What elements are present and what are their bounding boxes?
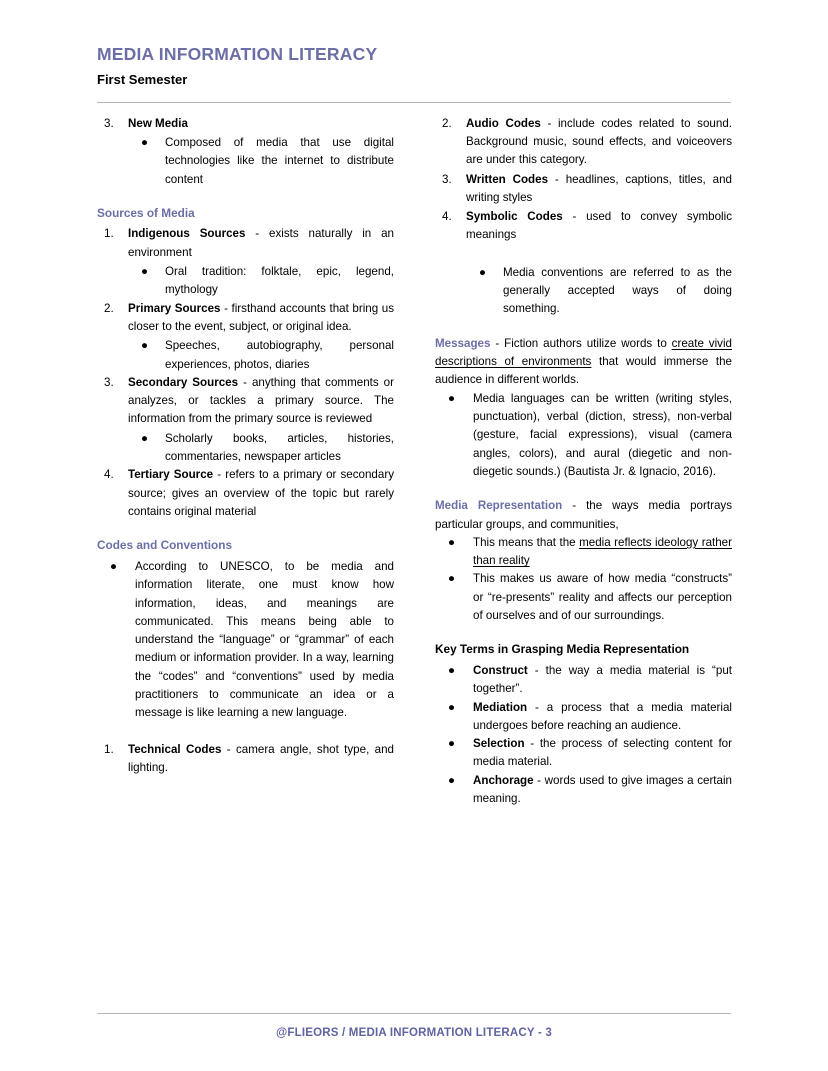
messages-text-after: that would immerse the audience in different worlds. — [435, 355, 732, 387]
bullet-icon: ● — [448, 773, 456, 787]
list-item — [136, 337, 394, 374]
item-text: the way a media material is “put together”. — [473, 663, 732, 696]
item-dash: - — [245, 227, 270, 241]
spacer — [97, 723, 394, 741]
bullet-icon: ● — [141, 431, 149, 445]
bullet-icon: ● — [448, 737, 456, 751]
bullet-text: Oral tradition: folktale, epic, legend, mythology — [165, 264, 394, 297]
item-text: headlines, captions, titles, and writing styles — [466, 172, 733, 204]
item-text: a process that a media material undergoes before reaching an audience. — [473, 700, 732, 732]
new-media-list — [97, 115, 394, 133]
item-dash: - — [238, 375, 252, 389]
item-dash: - — [527, 663, 546, 677]
messages-lead: Messages — [435, 336, 491, 350]
item-text: camera angle, shot type, and lighting. — [128, 742, 394, 774]
bullet-text: Scholarly books, articles, histories, commentaries, newspaper articles — [165, 431, 394, 464]
item-term: Technical Codes — [128, 742, 222, 756]
footer-label: @FLIEORS / MEDIA INFORMATION LITERACY - 3 — [275, 1027, 553, 1039]
section-heading-sources-of-media: Sources of Media — [97, 205, 195, 220]
item-term: Mediation — [473, 700, 528, 714]
item-dash: - — [548, 172, 566, 186]
list-item-indigenous-sources — [97, 225, 394, 262]
item-term: Selection — [473, 737, 525, 751]
bullet-icon: ● — [141, 339, 149, 353]
item-dash: - — [527, 700, 547, 714]
document-header — [0, 0, 828, 88]
item-text: used to convey symbolic meanings — [466, 210, 732, 242]
two-column-body — [0, 103, 828, 809]
conventions-bullets — [435, 264, 732, 319]
primary-sub-bullets — [97, 337, 394, 374]
bullet-icon: ● — [448, 663, 456, 677]
item-number: 3. — [104, 116, 114, 130]
item-number: 1. — [104, 742, 114, 756]
item-dash: - — [220, 301, 232, 315]
item-number: 3. — [104, 375, 114, 389]
item-number: 2. — [104, 301, 114, 315]
left-column — [97, 115, 394, 809]
item-text: words used to give images a certain meaning. — [473, 773, 733, 806]
media-representation-lead: Media Representation — [435, 499, 563, 513]
codes-continued-list — [435, 115, 732, 245]
section-heading-key-terms: Key Terms in Grasping Media Representation — [435, 642, 690, 657]
list-item — [474, 264, 732, 319]
item-text: refers to a primary or secondary source; gives an overview of the topic but rarely contains original material — [128, 468, 394, 519]
messages-text-before: Fiction authors utilize words to — [504, 336, 672, 350]
item-text: exists naturally in an environment — [128, 227, 395, 259]
item-number: 2. — [442, 116, 452, 130]
indigenous-sub-bullets — [97, 263, 394, 300]
list-item-tertiary-source — [97, 466, 394, 521]
list-item — [136, 263, 394, 300]
item-text: anything that comments or analyzes, or tackles a primary source. The information from the primary source is reviewed — [128, 375, 394, 426]
sources-list — [97, 225, 394, 262]
new-media-sub-bullets — [97, 134, 394, 189]
bullet-icon: ● — [141, 135, 149, 149]
media-representation-dash: - — [562, 499, 587, 513]
item-term: New Media — [128, 116, 188, 130]
bullet-icon: ● — [141, 264, 149, 278]
item-term: Symbolic Codes — [466, 210, 563, 224]
item-term: Construct — [473, 663, 528, 677]
item-text: firsthand accounts that bring us closer to the event, subject, or original idea. — [128, 301, 394, 333]
list-item-symbolic-codes — [435, 208, 732, 245]
list-item-written-codes — [435, 171, 732, 208]
tertiary-source-list — [97, 466, 394, 521]
item-dash: - — [562, 210, 587, 224]
list-item-anchorage — [443, 772, 732, 809]
item-term: Anchorage — [473, 773, 534, 787]
media-representation-paragraph — [435, 497, 732, 534]
bullet-text: This makes us aware of how media “constructs” or “re-presents” reality and affects our perception of ourselves and of our surroundings. — [473, 572, 732, 623]
bullet-icon: ● — [448, 572, 456, 586]
list-item-mediation — [443, 699, 732, 736]
key-terms-list — [435, 662, 732, 809]
item-number: 3. — [442, 172, 452, 186]
bullet-icon: ● — [110, 559, 118, 573]
list-item-secondary-sources — [97, 374, 394, 429]
list-item — [136, 134, 394, 189]
list-item-audio-codes — [435, 115, 732, 170]
right-column — [435, 115, 732, 809]
section-heading-codes-and-conventions: Codes and Conventions — [97, 538, 233, 553]
item-term: Audio Codes — [466, 116, 541, 130]
messages-bullets — [435, 390, 732, 482]
item-term: Tertiary Source — [128, 468, 214, 482]
spacer — [435, 246, 732, 264]
bullet-text-before: This means that the — [473, 535, 580, 549]
item-text: include codes related to sound. Background music, sound effects, and voiceovers are under this category. — [466, 116, 732, 167]
item-text: the process of selecting content for media material. — [473, 737, 732, 769]
document-footer — [0, 1013, 828, 1039]
bullet-text: According to UNESCO, to be media and information literate, one must know how information, ideas, and meanings are communicated. This means being able to understand the “language” or “grammar” of each medium or information provider. In a way, learning the “codes” and “conventions” used by media practitioners to communicate an idea or a message is like learning a new language. — [135, 559, 394, 720]
list-item — [105, 558, 394, 723]
list-item-new-media — [97, 115, 394, 133]
item-dash: - — [524, 737, 540, 751]
page-title: MEDIA INFORMATION LITERACY — [97, 44, 378, 64]
item-dash: - — [221, 742, 236, 756]
item-term: Primary Sources — [128, 301, 221, 315]
media-representation-text: the ways media portrays particular groups, and communities, — [435, 499, 732, 531]
list-item-selection — [443, 735, 732, 772]
bullet-icon: ● — [448, 700, 456, 714]
list-item — [443, 390, 732, 482]
item-number: 4. — [442, 210, 452, 224]
messages-underlined-text: create vivid descriptions of environments — [435, 336, 732, 369]
list-item-primary-sources — [97, 300, 394, 337]
item-dash: - — [213, 468, 226, 482]
bullet-text: Media conventions are referred to as the generally accepted ways of doing something. — [503, 265, 732, 316]
bullet-icon: ● — [479, 265, 487, 279]
bullet-text: Speeches, autobiography, personal experiences, photos, diaries — [165, 339, 394, 371]
item-number: 1. — [104, 227, 114, 241]
media-representation-bullets — [435, 534, 732, 626]
bullet-text: Composed of media that use digital technologies like the internet to distribute content — [165, 135, 394, 186]
item-dash: - — [533, 773, 545, 787]
list-item-construct — [443, 662, 732, 699]
bullet-text: Media languages can be written (writing styles, punctuation), verbal (diction, stress), non-verbal (gesture, facial expressions), visual (camera angles, colors), and aural (diegetic and non-diegetic sounds.) (Bautista Jr. & Ignacio, 2016). — [473, 391, 732, 478]
bullet-underlined-text: media reflects ideology rather than reality — [473, 535, 732, 568]
messages-paragraph — [435, 335, 732, 390]
technical-codes-list — [97, 741, 394, 778]
secondary-sources-list — [97, 374, 394, 429]
page-subtitle: First Semester — [97, 72, 188, 87]
primary-sources-list — [97, 300, 394, 337]
list-item — [136, 430, 394, 467]
item-term: Indigenous Sources — [128, 227, 246, 241]
bullet-icon: ● — [448, 391, 456, 405]
codes-intro-bullets — [97, 558, 394, 723]
list-item — [443, 534, 732, 571]
messages-dash: - — [490, 336, 505, 350]
list-item — [443, 570, 732, 625]
item-term: Secondary Sources — [128, 375, 239, 389]
bullet-icon: ● — [448, 535, 456, 549]
item-term: Written Codes — [466, 172, 549, 186]
item-dash: - — [540, 116, 558, 130]
secondary-sub-bullets — [97, 430, 394, 467]
item-number: 4. — [104, 468, 114, 482]
list-item-technical-codes — [97, 741, 394, 778]
